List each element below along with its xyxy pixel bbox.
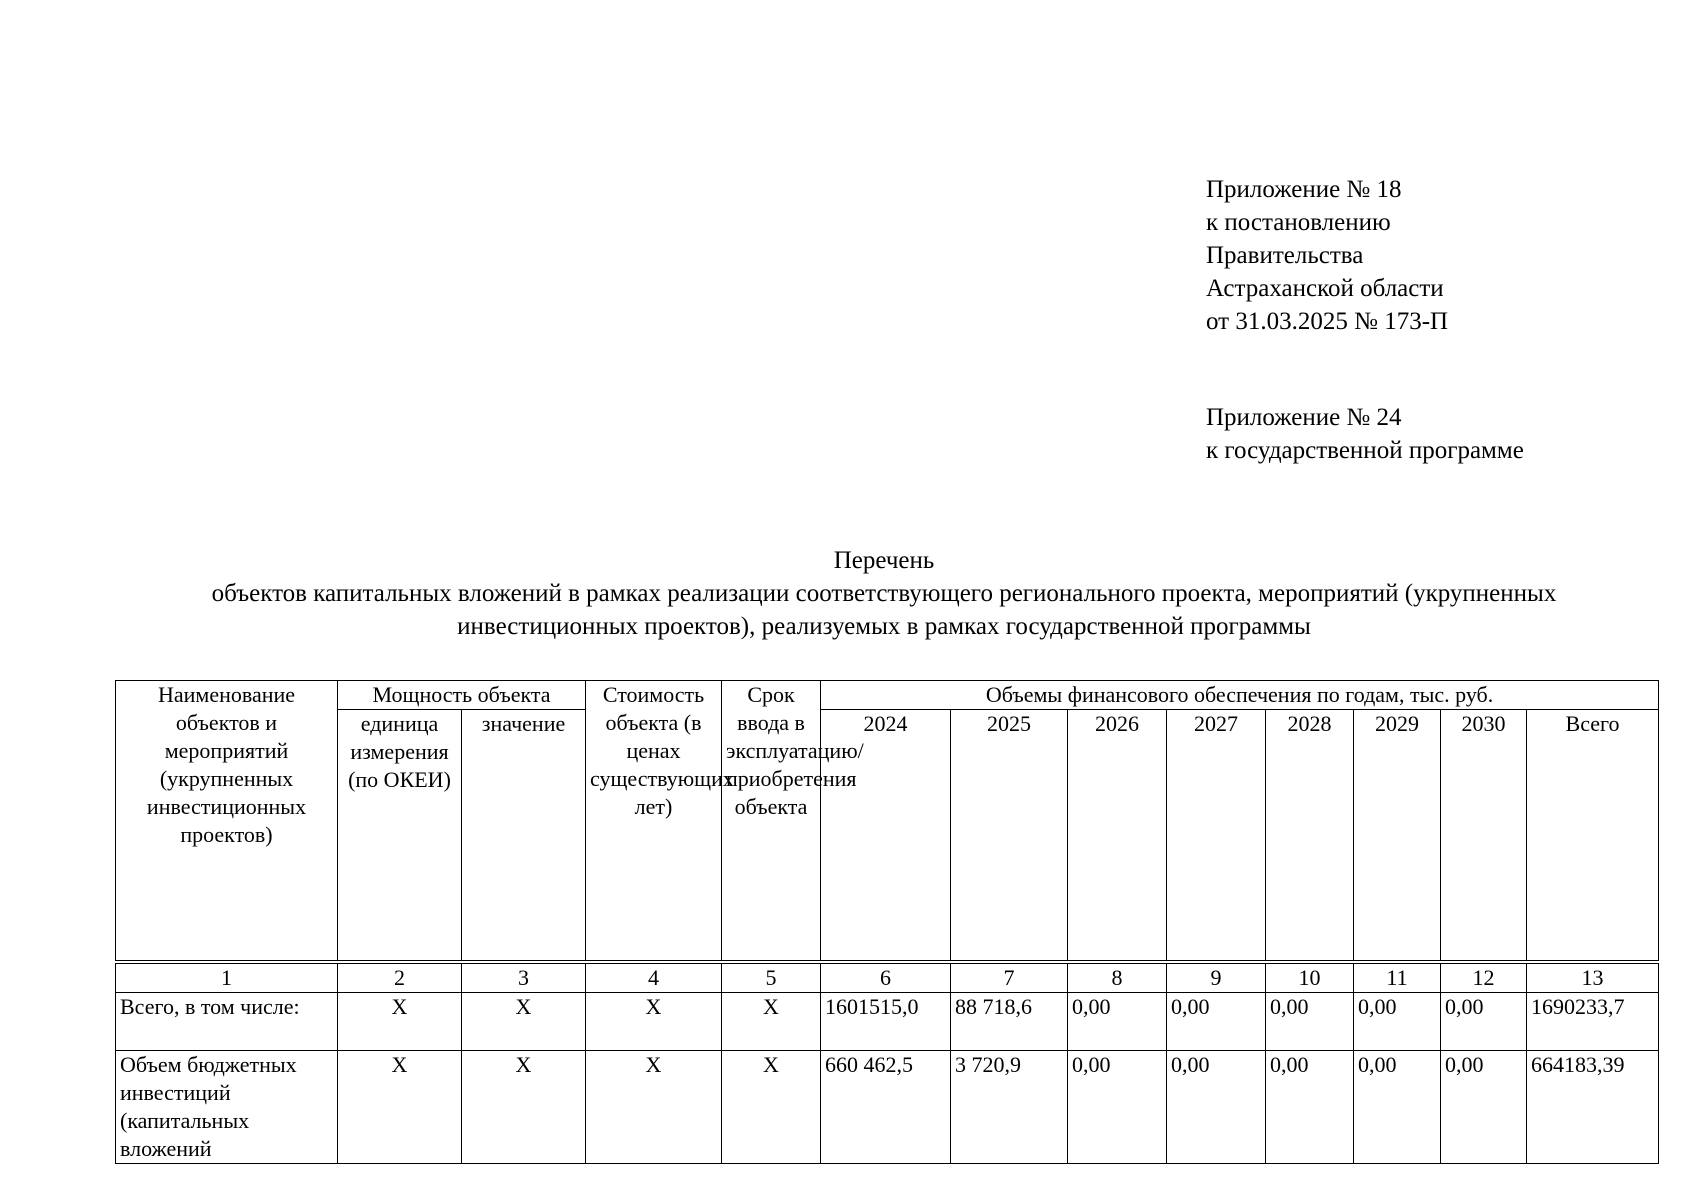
- header-capacity-value: значение: [462, 710, 586, 963]
- row-name: Объем бюджетных инвестиций (капитальных вложений: [116, 1051, 338, 1164]
- column-numbers-row: [116, 962, 1659, 993]
- row-amount-total: 1690233,7: [1527, 993, 1659, 1051]
- row-value: Х: [462, 993, 586, 1051]
- row-term: Х: [722, 1051, 821, 1164]
- row-amount-2028: 0,00: [1266, 1051, 1354, 1164]
- row-term: Х: [722, 993, 821, 1051]
- row-cost: Х: [586, 993, 722, 1051]
- column-number: 11: [1354, 962, 1441, 993]
- column-number: 7: [951, 962, 1068, 993]
- header-year-2027: 2027: [1167, 710, 1266, 963]
- capital-investments-table: [115, 680, 1659, 1164]
- table-row: [116, 993, 1659, 1051]
- annex-top-line-2: к постановлению: [1206, 209, 1391, 236]
- column-number: 2: [338, 962, 462, 993]
- row-name: Всего, в том числе:: [116, 993, 338, 1051]
- column-number: 1: [116, 962, 338, 993]
- row-amount-2024: 1601515,0: [821, 993, 951, 1051]
- header-year-2026: 2026: [1068, 710, 1167, 963]
- header-capacity: Мощность объекта: [338, 681, 586, 710]
- row-amount-2028: 0,00: [1266, 993, 1354, 1051]
- annex-top-line-3: Правительства: [1206, 242, 1364, 269]
- header-year-2024: 2024: [821, 710, 951, 963]
- column-number: 13: [1527, 962, 1659, 993]
- header-year-2030: 2030: [1441, 710, 1527, 963]
- header-name: Наименование объектов и мероприятий (укрупненных инвестиционных проектов): [116, 681, 338, 963]
- header-funding: Объемы финансового обеспечения по годам, тыс. руб.: [821, 681, 1659, 710]
- header-cost: Стоимость объекта (в ценах существующих лет): [586, 681, 722, 963]
- document-title: [110, 544, 1658, 643]
- column-number: 9: [1167, 962, 1266, 993]
- row-amount-total: 664183,39: [1527, 1051, 1659, 1164]
- annex-note-bottom: [1206, 401, 1524, 467]
- header-term: Срок ввода в эксплуатацию/ приобретения объекта: [722, 681, 821, 963]
- header-capacity-unit: единица измерения (по ОКЕИ): [338, 710, 462, 963]
- header-year-2029: 2029: [1354, 710, 1441, 963]
- annex-bottom-line-1: Приложение № 24: [1206, 404, 1402, 431]
- annex-top-line-5: от 31.03.2025 № 173-П: [1206, 308, 1449, 335]
- row-amount-2024: 660 462,5: [821, 1051, 951, 1164]
- annex-top-line-4: Астраханской области: [1206, 275, 1444, 302]
- row-amount-2030: 0,00: [1441, 1051, 1527, 1164]
- document-title-line-1: Перечень: [833, 547, 935, 574]
- annex-bottom-line-2: к государственной программе: [1206, 437, 1524, 464]
- row-cost: Х: [586, 1051, 722, 1164]
- header-year-2025: 2025: [951, 710, 1068, 963]
- document-title-line-3: инвестиционных проектов), реализуемых в рамках государственной программы: [457, 613, 1311, 640]
- row-value: Х: [462, 1051, 586, 1164]
- column-number: 6: [821, 962, 951, 993]
- row-amount-2030: 0,00: [1441, 993, 1527, 1051]
- row-amount-2026: 0,00: [1068, 993, 1167, 1051]
- row-unit: Х: [338, 1051, 462, 1164]
- column-number: 10: [1266, 962, 1354, 993]
- row-amount-2025: 3 720,9: [951, 1051, 1068, 1164]
- column-number: 4: [586, 962, 722, 993]
- column-number: 8: [1068, 962, 1167, 993]
- row-amount-2029: 0,00: [1354, 993, 1441, 1051]
- document-title-line-2: объектов капитальных вложений в рамках реализации соответствующего регионального проекта, мероприятий (укрупненных: [211, 580, 1557, 607]
- capital-investments-table-wrapper: [115, 680, 1658, 1164]
- header-total: Всего: [1527, 710, 1659, 963]
- column-number: 3: [462, 962, 586, 993]
- row-amount-2027: 0,00: [1167, 1051, 1266, 1164]
- row-amount-2026: 0,00: [1068, 1051, 1167, 1164]
- column-number: 5: [722, 962, 821, 993]
- header-year-2028: 2028: [1266, 710, 1354, 963]
- annex-top-line-1: Приложение № 18: [1206, 176, 1402, 203]
- row-amount-2025: 88 718,6: [951, 993, 1068, 1051]
- row-amount-2027: 0,00: [1167, 993, 1266, 1051]
- row-unit: Х: [338, 993, 462, 1051]
- table-row: [116, 1051, 1659, 1164]
- annex-note-top: [1206, 173, 1448, 338]
- row-amount-2029: 0,00: [1354, 1051, 1441, 1164]
- column-number: 12: [1441, 962, 1527, 993]
